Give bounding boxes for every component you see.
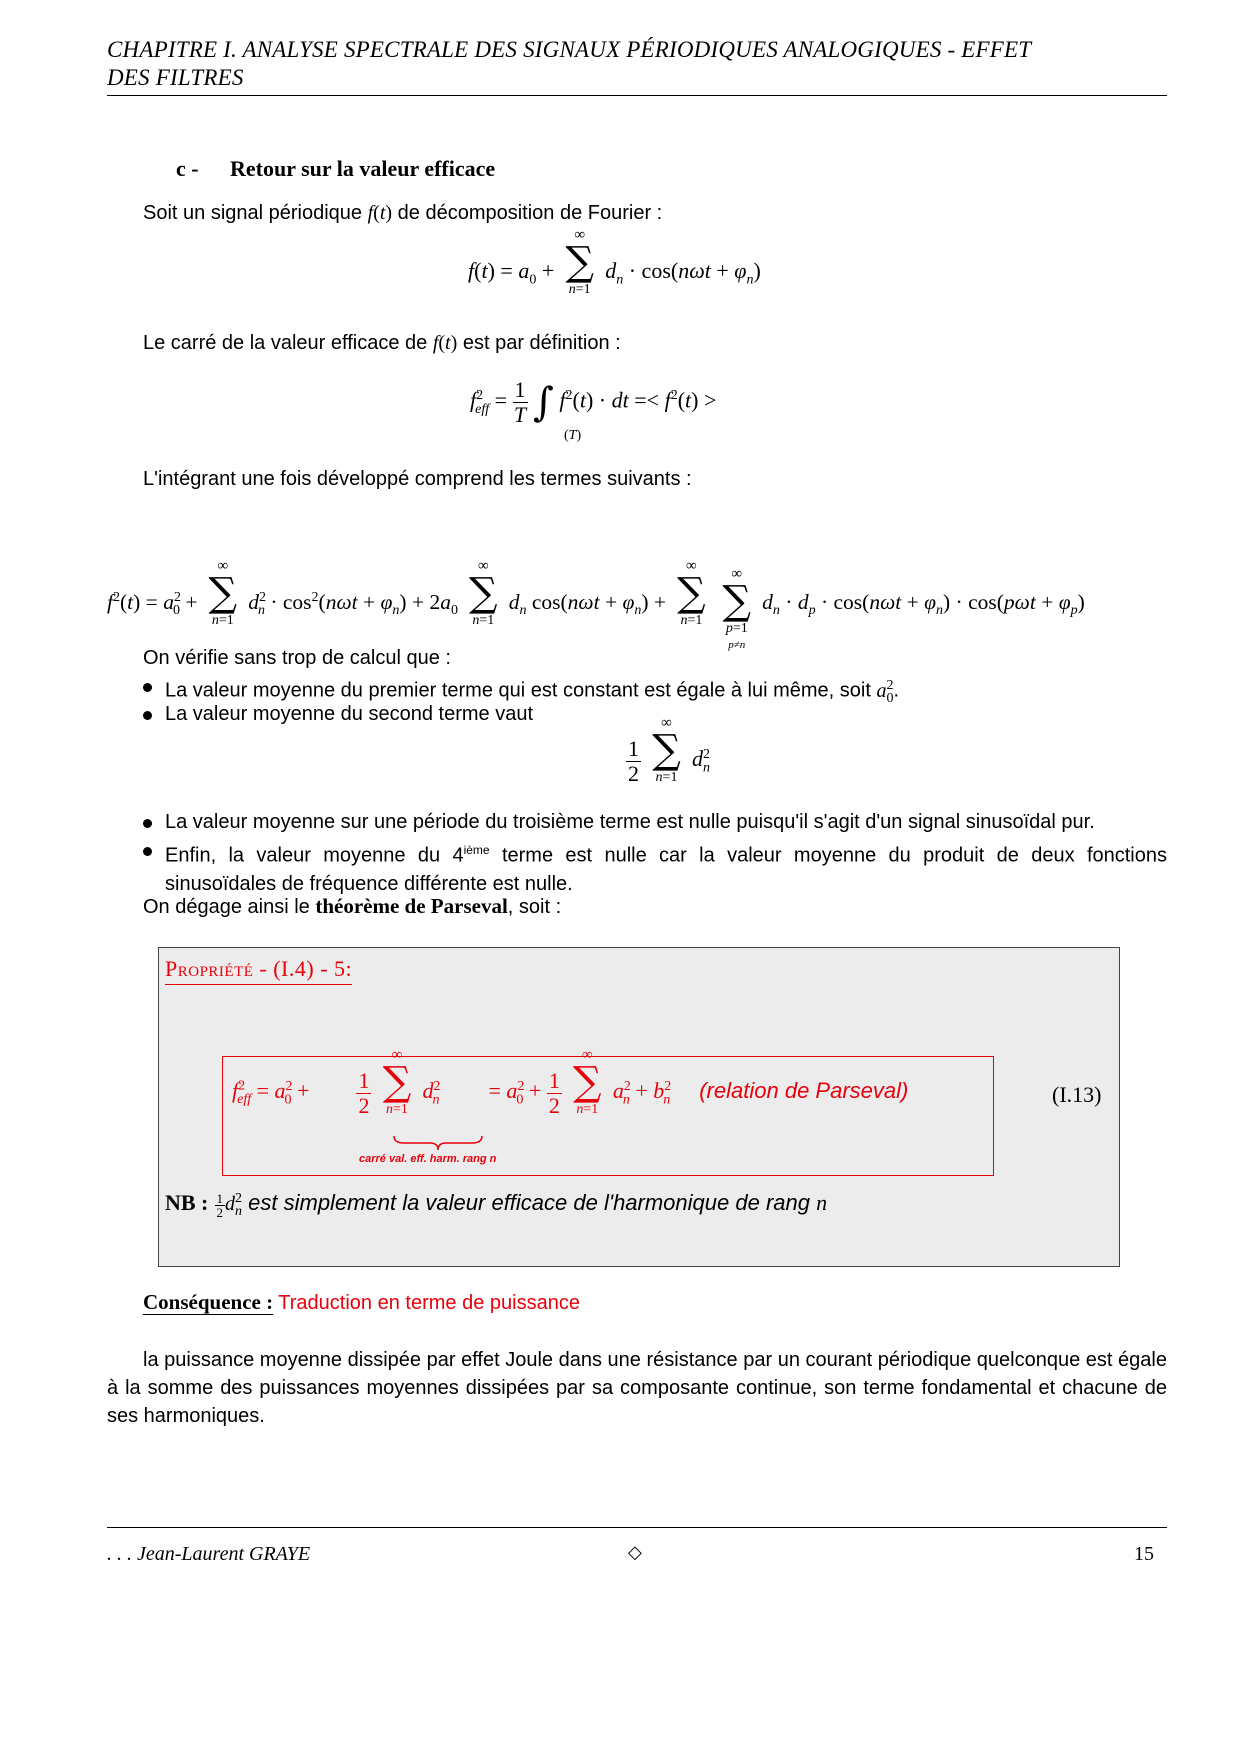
- equation-rms-integral: $f^2_{eff}$ = $\frac{1}{T}$ ∫ (T) $f^2(t)$ · dt =< $f^2(t)$ >: [470, 377, 717, 443]
- bullet-text-4b: terme est nulle car la valeur moyenne du produit de deux fonctions: [489, 844, 1167, 867]
- bullet-text-1: La valeur moyenne du premier terme qui est constant est égale à lui même, soit: [165, 679, 871, 702]
- develop-paragraph: L'intégrant une fois développé comprend les termes suivants :: [143, 468, 692, 490]
- bullet-item-2: [143, 700, 533, 728]
- bullet-dot: [143, 819, 152, 828]
- bullet-dot: [143, 711, 152, 720]
- parseval-bold: théorème de Parseval: [315, 894, 508, 918]
- rms-text-after: est par définition :: [462, 332, 621, 354]
- parseval-text-after: , soit :: [507, 896, 562, 918]
- chapter-title-line1: CHAPITRE I. ANALYSE SPECTRALE DES SIGNAUX PÉRIODIQUES ANALOGIQUES - EFFET: [107, 37, 1032, 62]
- sum-symbol: ∞ ∑ n=1: [565, 227, 595, 297]
- bullet-item-4: [143, 836, 1167, 898]
- chapter-title-line2: DES FILTRES: [107, 65, 244, 90]
- superscript-ieme: ième: [463, 843, 490, 857]
- intro-text-before: Soit un signal périodique: [143, 202, 363, 224]
- bullet-text-4c: sinusoïdales de fréquence différente est nulle.: [165, 872, 573, 895]
- underbrace-label: carré val. eff. harm. rang n: [359, 1153, 497, 1165]
- rms-text-before: Le carré de la valeur efficace de: [143, 332, 428, 354]
- underbrace: [392, 1134, 484, 1152]
- consequence-line: [143, 1290, 580, 1315]
- relation-label: (relation de Parseval): [699, 1078, 909, 1104]
- closing-paragraph: la puissance moyenne dissipée par effet Joule dans une résistance par un courant périodique quelconque est égale à la somme des puissances moyennes dissipées par sa composante continue, son terme fondamental et chacune de ses harmoniques.: [107, 1349, 1167, 1427]
- bullet-item-1: La valeur moyenne du premier terme qui est constant est égale à lui même, soit $a^2_0$.: [143, 672, 899, 713]
- bullet-text-3: La valeur moyenne sur une période du troisième terme est nulle puisqu'il s'agit d'un signal sinusoïdal pur.: [165, 811, 1095, 833]
- consequence-text: Traduction en terme de puissance: [278, 1292, 580, 1314]
- verify-paragraph: On vérifie sans trop de calcul que :: [143, 647, 451, 669]
- rms-definition-paragraph: Le carré de la valeur efficace de f(t) est par définition :: [143, 332, 621, 354]
- equation-expansion: $f^2(t) = a^2_0$ + ∞ ∑ n=1 $d^2_n \cdot \cos^2(n\omega t + \varphi_n) + 2a_0$ ∞ ∑ n=1 $d_n$ $\cos(n\omega t + \varphi_n)$ + ∞ ∑ n=1 ∞ ∑ p=1 p≠n $d_n \cdot d_p \cdot \cos(n\omega t + \varphi_n) \cdot \cos(p\omega t + \varphi_p)$: [107, 558, 1085, 651]
- footer-author: . . . Jean-Laurent GRAYE: [107, 1543, 311, 1565]
- footer-rule: [107, 1527, 1167, 1528]
- math-ft: f: [367, 202, 374, 224]
- nb-line: NB : $\frac{1}{2}$ $d^2_n$ est simplement la valeur efficace de l'harmonique de rang n: [165, 1190, 828, 1220]
- consequence-label: Conséquence :: [143, 1290, 274, 1314]
- bullet-text-2: La valeur moyenne du second terme vaut: [165, 703, 533, 725]
- nb-label: NB :: [165, 1190, 209, 1215]
- footer-diamond-icon: ◇: [628, 1542, 642, 1563]
- parseval-text-before: On dégage ainsi le: [143, 896, 310, 918]
- page-number: 15: [1134, 1543, 1154, 1565]
- intro-text-after: de décomposition de Fourier :: [397, 202, 663, 224]
- bullet-item-3: [143, 808, 1095, 836]
- section-letter: c -: [176, 156, 199, 181]
- section-title: Retour sur la valeur efficace: [230, 156, 496, 181]
- parseval-intro: [143, 892, 561, 921]
- intro-paragraph: Soit un signal périodique f(t) de décomposition de Fourier :: [143, 202, 663, 224]
- bullet-text-4a: Enfin, la valeur moyenne du 4: [165, 844, 464, 867]
- equation-half-sum: $\frac{1}{2}$ ∞ ∑ n=1 $d^2_n$: [628, 715, 710, 786]
- bullet-dot: [143, 847, 152, 856]
- property-title: Propriété - (I.4) - 5:: [165, 956, 352, 985]
- nb-text: est simplement la valeur efficace de l'harmonique de rang: [248, 1190, 810, 1215]
- equation-parseval: $f^2_{eff} = a^2_0$ + $\frac{1}{2}$ ∞ ∑ n=1 $d^2_n = a^2_0$ + $\frac{1}{2}$ ∞ ∑ n=1 $a^2_n + b^2_n$ (relation de Parseval): [232, 1047, 909, 1118]
- bullet-dot: [143, 683, 152, 692]
- section-heading: [176, 156, 495, 182]
- equation-number: (I.13): [1052, 1082, 1102, 1107]
- equation-fourier: $f(t) = a_0$ + ∞ ∑ n=1 $d_n \cdot \cos(n\omega t + \varphi_n)$: [468, 227, 761, 297]
- header-rule: [107, 95, 1167, 96]
- running-header: [107, 36, 1167, 92]
